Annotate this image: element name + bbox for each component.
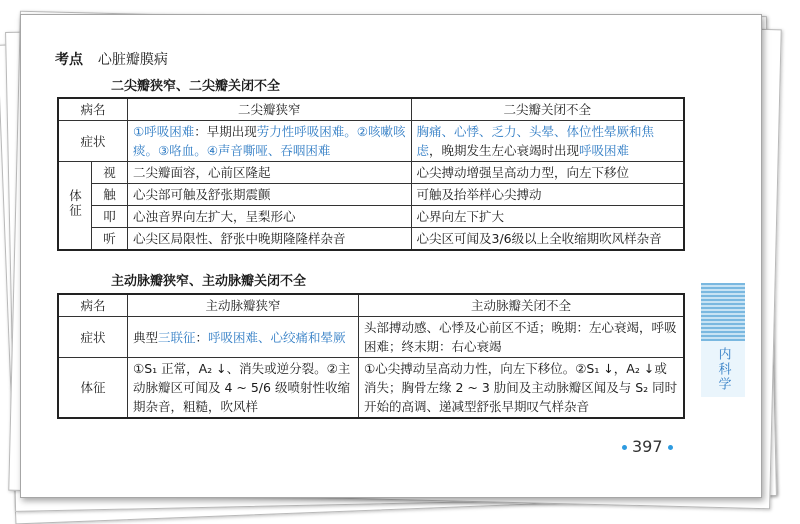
rich-text: [133, 124, 405, 158]
symptom-label: 症状: [58, 121, 128, 162]
plain-text: ，晚期发生左心衰竭时出现: [429, 143, 580, 158]
symptom-b-cell: [411, 121, 684, 162]
sign-method: 听: [92, 228, 128, 251]
table-row: [58, 228, 684, 251]
sign-a-cell: 二尖瓣面容，心前区隆起: [128, 162, 412, 184]
section2-title: 主动脉瓣狭窄、主动脉瓣关闭不全: [111, 274, 307, 289]
topic-heading: [55, 49, 168, 69]
table-header-row: [58, 98, 684, 121]
plain-text: ：: [195, 329, 209, 345]
side-tab-label: 内科学: [701, 341, 745, 397]
sign-label: 体征: [58, 358, 128, 419]
sign-b-cell: 心界向左下扩大: [411, 206, 684, 228]
rich-text: [417, 124, 655, 158]
rich-text: [133, 330, 346, 345]
sign-method: 视: [92, 162, 128, 184]
sign-a-cell: 心尖部可触及舒张期震颤: [128, 184, 412, 206]
sign-a-cell: 心尖区局限性、舒张中晚期隆隆样杂音: [128, 228, 412, 251]
col-a-header: 主动脉瓣狭窄: [128, 294, 359, 317]
mitral-table: [57, 97, 685, 251]
table-header-row: [58, 294, 684, 317]
table-row: [58, 184, 684, 206]
page-number-text: 397: [632, 437, 663, 456]
sign-a-cell: 心浊音界向左扩大，呈梨形心: [128, 206, 412, 228]
highlight-text: ①呼吸困难: [133, 124, 195, 139]
symptom-row: [58, 121, 684, 162]
col-name-header: 病名: [58, 98, 128, 121]
col-b-header: 二尖瓣关闭不全: [411, 98, 684, 121]
sign-method: 叩: [92, 206, 128, 228]
keypoint-label: 考点: [55, 52, 83, 68]
highlight-text: 呼吸困难: [579, 143, 630, 158]
highlight-text: 劳力性呼吸困难。②咳嗽咳痰。③咯血。④声音嘶哑、吞咽困难: [133, 124, 406, 158]
highlight-text: 三联征: [158, 329, 196, 345]
highlight-text: 呼吸困难、心绞痛和晕厥: [208, 329, 346, 345]
sign-b-cell: 心尖区可闻及3/6级以上全收缩期吹风样杂音: [411, 228, 684, 251]
highlight-text: 胸痛、心悸、乏力、头晕、体位性晕厥和焦虑: [416, 124, 655, 158]
plain-text: 典型: [133, 329, 159, 345]
col-a-header: 二尖瓣狭窄: [128, 98, 412, 121]
symptom-a-cell: [128, 121, 412, 162]
table-row: [58, 162, 684, 184]
sign-row: [58, 358, 684, 419]
symptom-row: [58, 317, 684, 358]
sign-b-cell: 心尖搏动增强呈高动力型，向左下移位: [411, 162, 684, 184]
col-b-header: 主动脉瓣关闭不全: [359, 294, 685, 317]
book-page: [20, 14, 762, 498]
col-name-header: 病名: [58, 294, 128, 317]
sign-b-cell: 可触及抬举样心尖搏动: [411, 184, 684, 206]
symptom-label: 症状: [58, 317, 128, 358]
bullet-dot-icon: [622, 445, 627, 450]
sign-label-cell: [58, 162, 92, 251]
page-number: [617, 437, 678, 456]
sign-label: 体征: [67, 188, 83, 218]
plain-text: ：早期出现: [194, 124, 257, 139]
symptom-a-cell: [128, 317, 359, 358]
table-row: [58, 206, 684, 228]
bullet-dot-icon: [668, 445, 673, 450]
section1-title: 二尖瓣狭窄、二尖瓣关闭不全: [111, 79, 281, 94]
symptom-b-cell: 头部搏动感、心悸及心前区不适；晚期：左心衰竭，呼吸困难；终末期：右心衰竭: [359, 317, 685, 358]
sign-method: 触: [92, 184, 128, 206]
sign-b-cell: ①心尖搏动呈高动力性，向左下移位。②S₁ ↓，A₂ ↓或消失；胸骨左缘 2 ~ 3 肋间及主动脉瓣区闻及与 S₂ 同时开始的高调、递减型舒张早期叹气样杂音: [359, 358, 685, 419]
topic-title: 心脏瓣膜病: [97, 52, 168, 68]
sign-a-cell: ①S₁ 正常，A₂ ↓、消失或逆分裂。②主动脉瓣区可闻及 4 ~ 5/6 级喷射性收缩期杂音，粗糙，吹风样: [128, 358, 359, 419]
aortic-table: [57, 293, 685, 419]
